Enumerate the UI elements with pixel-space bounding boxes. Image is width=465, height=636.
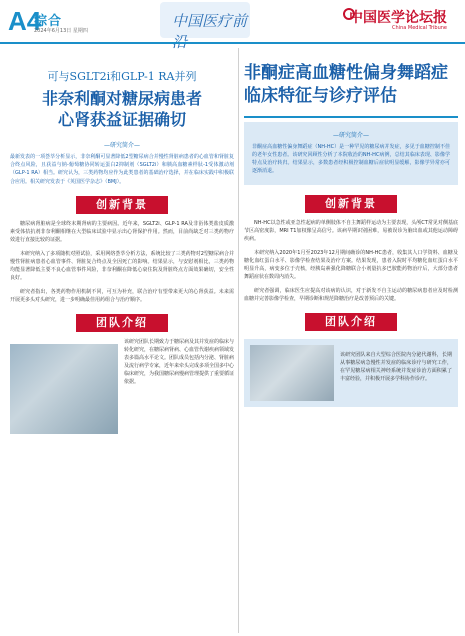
right-article (244, 50, 458, 407)
paper-name-en: China Medical Tribune (392, 25, 447, 31)
left-team-text: 该研究团队长期致力于糖尿病及其并发症的临床与转化研究，在糖尿病肾病、心血管代谢疾病领域发表多篇高水平论文。团队成员包括内分泌、肾脏病及流行病学专家，近年来牵头完成多项全国多中心临床研究，为我国糖尿病慢病管理提供了重要循证依据。 (124, 338, 235, 385)
left-summary: 最新发表的一项荟萃分析显示，非奈利酮可显著降低2型糖尿病合并慢性肾脏病患者的心血管和肾脏复合终点风险，且获益与钠-葡萄糖协同转运蛋白2抑制剂（SGLT2i）和胰高血糖素样肽-1受体激动剂（GLP-1 RA）相当。研究认为，三类药物均应作为此类患者的基础治疗选择，并在临床实践中积极联合应用。相关研究发表于《英国医学杂志》（BMJ）。 (10, 154, 234, 185)
right-section-background: 创新背景 (305, 195, 397, 213)
left-team-block (10, 338, 234, 386)
left-section-background: 创新背景 (76, 196, 168, 214)
left-article (10, 50, 234, 434)
column-divider (238, 48, 239, 633)
left-section-team: 团队介绍 (76, 314, 168, 332)
right-team-text: 该研究团队来自大型综合医院内分泌代谢科，长期从事糖尿病急慢性并发症的临床诊疗与研究工作，在罕见糖尿病相关神经系统并发症诊治方面积累了丰富经验，并积极开展多学科协作诊疗。 (340, 351, 452, 382)
left-article-title (10, 88, 234, 130)
right-body-paragraph: 本研究纳入2020年1月至2023年12月期间确诊的NH-HC患者，收集其人口学资料、血糖及糖化血红蛋白水平、影像学检查结果及治疗方案。结果发现，患者入院时平均糖化血红蛋白水平明显升高，病变多位于壳核，经胰岛素强化降糖联合小剂量抗多巴胺能药物治疗后，大部分患者舞蹈症状在数周内消失。 (244, 249, 458, 280)
issue-date: 2024年6月13日 星期四 (34, 28, 88, 34)
right-title-line2: 临床特征与诊疗评估 (244, 86, 397, 106)
page-number: A4 (8, 6, 42, 36)
right-article-title (244, 62, 458, 108)
right-section-team: 团队介绍 (305, 313, 397, 331)
team-photo (250, 345, 334, 401)
banner-text: 中国医疗前沿 (172, 12, 248, 51)
section-name: 综合 (34, 14, 63, 29)
left-body-paragraph: 糖尿病肾脏病是全球终末期肾病的主要病因。近年来，SGLT2i、GLP-1 RA及非甾体类盐皮质激素受体拮抗剂非奈利酮相继在大型临床试验中显示出心肾保护作用。然而，目前尚缺乏对三类药物疗效进行直接比较的证据。 (10, 220, 234, 243)
team-photo (10, 344, 118, 434)
right-body-paragraph: NH-HC以急性或亚急性起病的单侧肢体不自主舞蹈样运动为主要表现，头颅CT常见对侧基底节区高密度影，MRI T1加权像呈高信号。该病早期识别困难，易被误诊为脑出血或其他运动障碍疾病。 (244, 219, 458, 242)
right-title-line1: 非酮症高血糖性偏身舞蹈症 (244, 63, 448, 83)
left-title-line1: 非奈利酮对糖尿病患者 (41, 89, 202, 108)
page-header (0, 0, 465, 51)
right-title-divider (244, 116, 458, 118)
right-editor-note: —研究简介— (332, 131, 369, 139)
paper-name: 中国医学论坛报 (349, 10, 447, 26)
header-divider (0, 42, 465, 44)
left-title-line2: 心肾获益证据确切 (57, 110, 186, 129)
right-summary: 非酮症高血糖性偏身舞蹈症（NH-HC）是一种罕见的糖尿病并发症，多见于血糖控制不佳的老年女性患者。该研究回顾性分析了本院收治的NH-HC病例，总结其临床表现、影像学特点及治疗转归。结果显示，多数患者经积极控制血糖后症状明显缓解，影像学异常亦可逐渐消退。 (252, 143, 450, 174)
right-summary-box (244, 122, 458, 185)
left-body-paragraph: 研究者指出，各类药物作用机制不同，可互为补充，联合治疗有望带来更大的心肾获益。未来需开展更多头对头研究，进一步明确最佳用药组合与治疗顺序。 (10, 288, 234, 303)
left-article-subtitle: 可与SGLT2i和GLP-1 RA并列 (47, 70, 197, 83)
column-banner (160, 2, 250, 51)
left-editor-note: —研究简介— (103, 142, 140, 149)
left-body-paragraph: 本研究纳入了多项随机对照试验，采用网络荟萃分析方法，系统比较了三类药物对2型糖尿病合并慢性肾脏病患者心血管事件、肾脏复合终点及全因死亡的影响。结果显示，与安慰剂相比，三类药物均能显著降低主要不良心血管事件风险，非奈利酮在降低心衰住院及肾脏终点方面效果确切，安全性良好。 (10, 250, 234, 281)
right-team-block (244, 339, 458, 407)
right-body-paragraph: 研究者强调，临床医生应提高对该病的认识，对于新发不自主运动的糖尿病患者应及时检测血糖并完善影像学检查，早期诊断和规范降糖治疗是改善预后的关键。 (244, 287, 458, 302)
